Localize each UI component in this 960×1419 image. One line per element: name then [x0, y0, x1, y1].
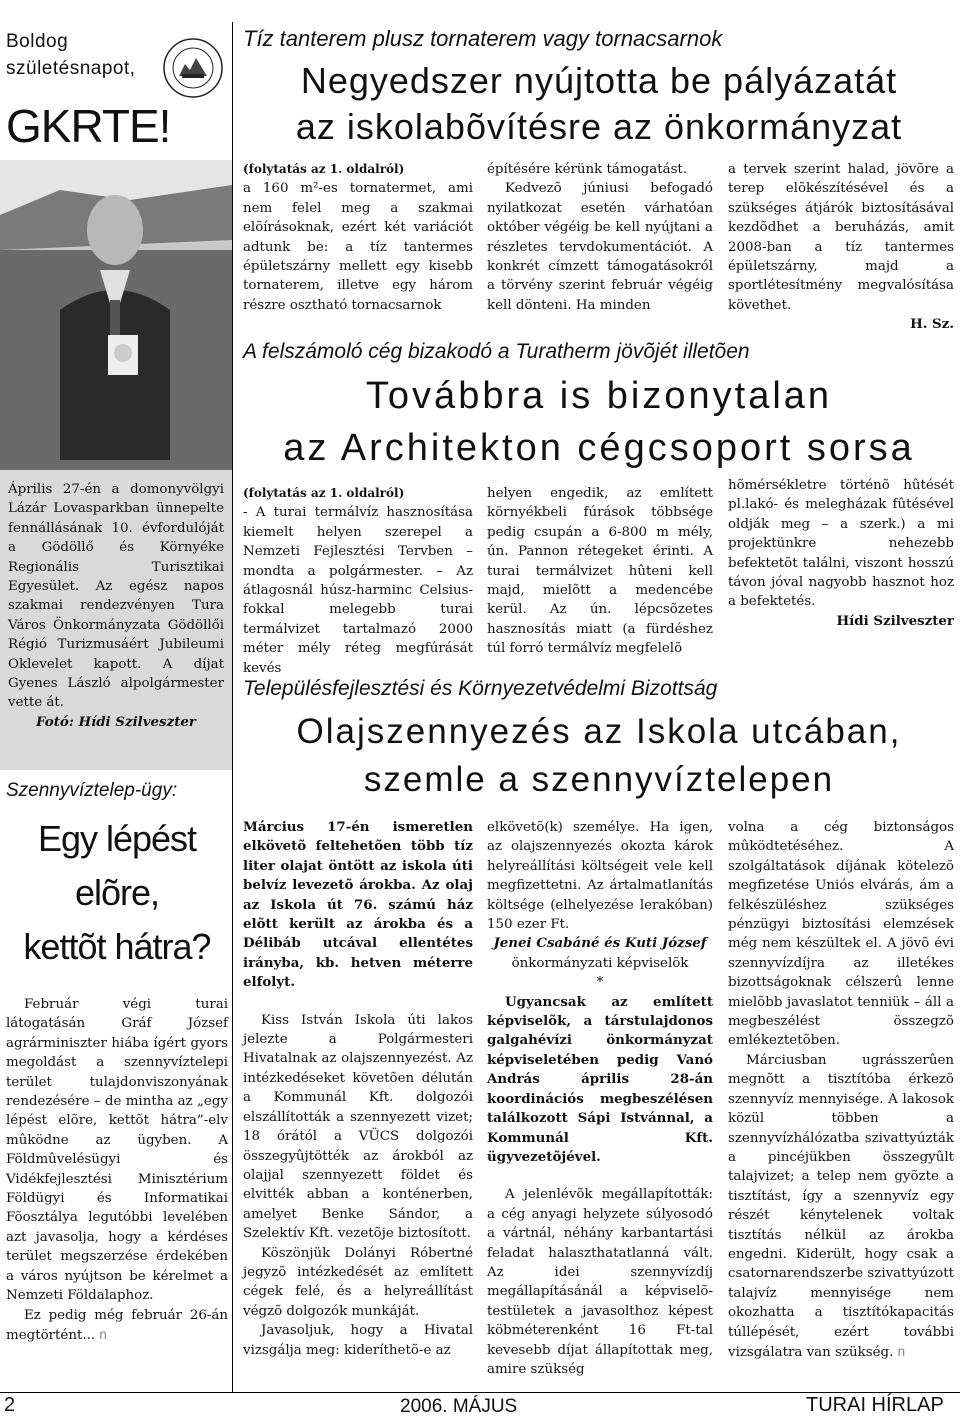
logo-emblem	[160, 30, 226, 106]
article2-col1-text: - A turai termálvíz hasznosítása kiemelt helyen szerepel a Nemzeti Fejlesztési Tervben – mondta a polgármester. – Az átlagosnál húsz-harminc Celsius-fokkal melegebb turai termálvizet tartalmazó 2000 méter mély réteg megfúrását kevés	[243, 505, 473, 676]
article3-col2	[487, 818, 713, 1379]
photo-caption	[8, 480, 224, 732]
story2-body	[6, 995, 228, 1345]
article2-continued: (folytatás az 1. oldalról)	[243, 486, 405, 500]
article1-col1	[243, 160, 473, 315]
article2-headline	[243, 370, 955, 474]
article1-headline	[243, 58, 955, 150]
article1-col3	[728, 160, 954, 335]
article2-col3-text: hõmérsékletre történõ hûtését pl.lakó- és melegházak fûtésével oldják meg – a szerk.) a mi projektünkre nehezebb befektetõt találni, viszont hosszú távon jóval nagyobb hasznot hoz a befektetés.	[728, 478, 954, 610]
article3-headline-line1: Olajszennyezés az Iskola utcában,	[296, 712, 902, 751]
article3-separator-star: *	[596, 975, 604, 991]
article2-col2-text: helyen engedik, az említett környékbeli fúrások többsége pedig csupán a 6-800 m mély, ún. Pannon rétegeket érinti. A turai termálvizet hûteni kell majd, mielõtt a medencébe kerül. Az ún. lépcsõzetes hasznosítás miatt (a fürdéshez túl forró termálvíz megfelelõ	[487, 486, 713, 657]
story2-headline-line2: elõre,	[74, 872, 160, 913]
photo-man-with-medal	[0, 160, 232, 470]
article2-headline-line1: Továbbra is bizonytalan	[365, 375, 833, 417]
article3-col2-p1: elkövetõ(k) személye. Ha igen, az olajszennyezés okozta károk helyreállítási költségeit vele kell megfizettetni. Az ártalmatlanítás költsége (elhelyezése lerakóban) 150 ezer Ft.	[487, 820, 713, 933]
article1-col1-text: a 160 m²-es tornatermet, ami nem felel meg a szakmai elõírásoknak, ezért két variációt adtunk be: a tíz tantermes épületszárny mellett egy kisebb tornaterem, illetve egy három részre osztható tornacsarnok	[243, 181, 473, 313]
article1-signature: H. Sz.	[910, 316, 954, 333]
story2-kicker: Szennyvíztelep-ügy:	[6, 780, 178, 801]
article3-col2-p2: Ugyancsak az említett képviselõk, a társtulajdonos galgahévízi önkormányzat képviseletében pedig Vanó András április 28-án koordinációs megbeszélésen találkozott Sápi Istvánnal, a Kommunál Kft. ügyvezetõjével.	[487, 993, 713, 1165]
article2-col3	[728, 476, 954, 631]
sidebar-kicker: Boldog születésnapot,	[6, 31, 136, 79]
footer-paper-name: TURAI HÍRLAP	[806, 1394, 944, 1416]
article3-col1	[243, 818, 473, 1360]
article1-col2	[487, 160, 713, 315]
article2-col1	[243, 484, 473, 678]
jubilee-photo	[0, 160, 232, 470]
gkrte-logo	[160, 30, 226, 106]
article1-headline-line2: az iskolabõvítésre az önkormányzat	[295, 106, 903, 147]
article1-continued: (folytatás az 1. oldalról)	[243, 162, 405, 176]
footer-issue: 2006. MÁJUS	[400, 1396, 518, 1417]
article1-col3-text: a tervek szerint halad, jövõre a terep elõkészítésével és a szükséges átjárók biztosításával kezdõdhet a beruházás, amit 2008-ban a tíz tantermes épületszárny, majd a sportlétesítmény megvalósítása követhet.	[728, 162, 954, 313]
story2-paragraph-2: Ez pedig még február 26-án megtörtént... n	[6, 1307, 228, 1343]
story2-headline-line1: Egy lépést	[37, 818, 197, 859]
story2-paragraph-1: Február végi turai látogatásán Gráf József agrárminiszter hiába ígért gyors megoldást a szennyvíztelepi terület tulajdonviszonyának rendezésére – de mintha az „egy lépést elõre, kettõt hátra”-elv mûködne az ügyben. A Földmûvelésügyi és Vidékfejlesztési Minisztérium Földügyi és Informatikai Fõosztálya legutóbbi levelében azt javasolja, hogy a kérdéses terület megszerzése érdekében a város nyújtson be kérelmet a Nemzeti Földalaphoz.	[6, 997, 228, 1304]
article3-headline	[243, 708, 955, 804]
end-mark: n	[897, 1343, 906, 1359]
end-mark: n	[99, 1326, 107, 1342]
article3-col2-signature: Jenei Csabáné és Kuti József	[493, 935, 707, 952]
article3-lead: Március 17-én ismeretlen elkövetõ feltehetõen több tíz liter olajat öntött az iskola úti belvíz levezetõ árokba. Az olaj az Iskola út 76. számú ház elõtt került az árokba és a Délibáb utcával ellentétes irányba, kb. hetven méterre elfolyt.	[243, 819, 473, 991]
article3-col3-p2: Márciusban ugrásszerûen megnõtt a tisztítóba érkezõ szennyvíz mennyisége. A lakosok közül többen a szennyvízhálózatba szivattyúzták a pincéjükben összegyûlt talajvizet; a telep nem gyõzte a tisztítást, így a szennyvíz egy részét kénytelenek voltak tisztítás nélkül az árokba engedni. Kiderült, hogy csak a csatornarendszerbe szivattyúzott talajvíz mennyisége nem okozhatta a tisztítókapacitás túllépését, ezért további vizsgálatra van szükség. n	[728, 1052, 954, 1360]
sidebar-headline: GKRTE!	[6, 100, 171, 152]
article1-kicker: Tíz tanterem plusz tornaterem vagy tornacsarnok	[243, 26, 723, 51]
article3-col3	[728, 818, 954, 1362]
article3-col2-signature-role: önkormányzati képviselõk	[511, 955, 689, 971]
article3-col1-p1: Kiss István Iskola úti lakos jelezte a Polgármesteri Hivatalnak az olajszennyezést. Az intézkedéseket követõen délután a Kommunál Kft. dolgozói elszállították a szennyezett vizet; 18 órától a VÜCS dolgozói összegyûjtötték az árokból az olajjal szennyezett földet és elvitték abban a konténerben, amelyet Benke Sándor, a Szelektív Kft. vezetõje biztosított.	[243, 1012, 473, 1242]
article2-signature: Hídi Szilveszter	[836, 612, 954, 629]
article3-col1-p3: Javasoljuk, hogy a Hivatal vizsgálja meg: kideríthetõ-e az	[243, 1323, 473, 1358]
article3-kicker: Településfejlesztési és Környezetvédelmi Bizottság	[243, 677, 718, 700]
article1-col2-p2: Kedvezõ júniusi befogadó nyilatkozat esetén várhatóan október végéig be kell nyújtani a részletes tervdokumentációt. A konkrét címzett támogatásokról a törvény szerint február végéig kell dönteni. Ha minden	[487, 181, 713, 313]
footer-page-number: 2	[4, 1394, 16, 1416]
article2-headline-line2: az Architekton cégcsoport sorsa	[283, 427, 915, 469]
article2-kicker: A felszámoló cég bizakodó a Turatherm jövõjét illetõen	[243, 340, 750, 363]
story2-headline-line3: kettõt hátra?	[23, 926, 211, 967]
article3-col3-p1: volna a cég biztonságos mûködtetéséhez. A szolgáltatások díjának kötelezõ megfizetése Uniós elvárás, ám a felkészüléshez szükséges pénzügyi biztosítási elemzések még nem készültek el. A jövõ évi szennyvízdíjra az illetékes bizottságoknak célszerû lenne mielõbb javaslatot tenniük – áll a megbeszélést összegzõ emlékeztetõben.	[728, 820, 954, 1049]
article2-col2	[487, 484, 713, 659]
article1-headline-line1: Negyedszer nyújtotta be pályázatát	[300, 60, 898, 101]
story2-headline	[6, 812, 228, 974]
article3-headline-line2: szemle a szennyvíztelepen	[363, 760, 835, 799]
photo-caption-body: Április 27-én a domonyvölgyi Lázár Lovasparkban ünnepelte fennállásának 10. évfordulóját a Gödöllő és Környéke Regionális Turisztikai Egyesület. Az egész napos szakmai rendezvényen Tura Város Önkormányzata Gödöllői Régió Turizmusáért Jubileumi Oklevelet kapott. A díjat Gyenes László alpolgármester vette át.	[8, 482, 224, 711]
article3-col1-p2: Köszönjük Dolányi Róbertné jegyzõ intézkedését az említett cégek felé, és a helyreállítást végzõ dolgozók munkáját.	[243, 1245, 473, 1319]
article3-col2-p3: A jelenlévõk megállapították: a cég anyagi helyzete súlyosodó a vártnál, néhány karbantartási feladat halaszthatatlanná vált. Az idei szennyvízdíj megállapításánál a képviselõ-testületek a javasolthoz képest köbméterenként 16 Ft-tal kevesebb díjat állapítottak meg, amire szükség	[487, 1187, 713, 1377]
article1-col2-p1: építésére kérünk támogatást.	[487, 162, 688, 177]
photo-credit: Fotó: Hídi Szilveszter	[36, 713, 196, 730]
